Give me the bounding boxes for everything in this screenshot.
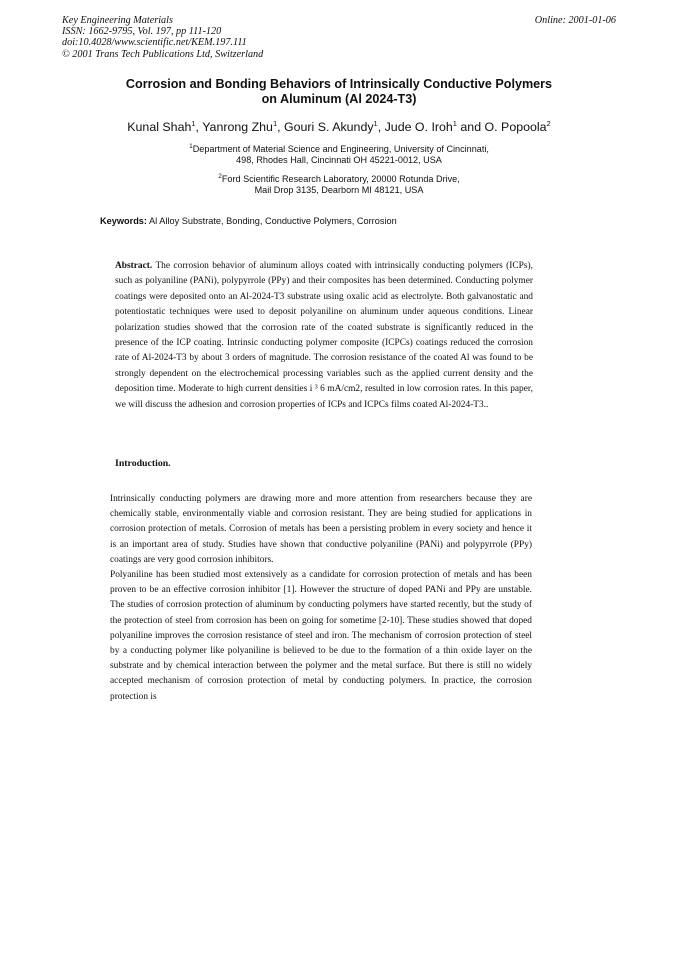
abstract-text: The corrosion behavior of aluminum alloys coated with intrinsically conducting polymers (ICPs), such as polyaniline (PANi), polypyrrole (PPy) and their composites has been determined. Conducting polymer coatings were deposited onto an Al-2024-T3 substrate using oxalic acid as electrolyte. Both galvanostatic and potentiostatic techniques were used to deposit polyaniline on aluminum under aqueous conditions. Linear polarization studies showed that the corrosion rate of the coated substrate is significantly reduced in the presence of the ICP coating. Intrinsic conducting polymer composite (ICPCs) coatings reduced the corrosion rate of Al-2024-T3 by about 3 orders of magnitude. The corrosion resistance of the coated Al was found to be strongly dependent on the electrochemical processing variables such as the applied current density and the deposition time. Moderate to high current densities i ³ 6 mA/cm2, resulted in low corrosion rates. In this paper, we will discuss the adhesion and corrosion properties of ICPs and ICPCs films coated Al-2024-T3.. [115, 261, 533, 410]
affiliation-line: Mail Drop 3135, Dearborn MI 48121, USA [254, 185, 424, 196]
title-line-2: on Aluminum (Al 2024-T3) [261, 92, 417, 106]
paragraph: Intrinsically conducting polymers are drawing more and more attention from researchers because they are chemically stable, environmentally viable and corrosion resistant. They are being studied for applications in corrosion protection of metals. Corrosion of metals has been a persisting problem in every society and hence it is an important area of study. Studies have shown that conductive polyaniline (PANi) and polypyrrole (PPy) coatings are very good corrosion inhibitors. [110, 494, 532, 565]
author: Yanrong Zhu$^1$, [202, 119, 284, 135]
keywords [100, 216, 397, 226]
introduction-body [110, 492, 532, 705]
running-header [62, 15, 263, 60]
affiliation-line: Ford Scientific Research Laboratory, 20000 Rotunda Drive, [221, 174, 460, 185]
copyright-line: © 2001 Trans Tech Publications Ltd, Switzerland [62, 48, 264, 60]
doi-line: doi:10.4028/www.scientific.net/KEM.197.111 [62, 37, 247, 49]
affiliation-number: 1 [189, 143, 193, 150]
affiliation-2 [60, 171, 618, 197]
affiliation-1 [60, 141, 618, 167]
affiliation-line: 498, Rhodes Hall, Cincinnati OH 45221-0012, USA [236, 155, 442, 166]
title-line-1: Corrosion and Bonding Behaviors of Intrinsically Conductive Polymers [125, 77, 553, 91]
issn-line: ISSN: 1662-9795, Vol. 197, pp 111-120 [62, 26, 222, 38]
author: Jude O. Iroh$^1$ and [384, 119, 485, 135]
section-heading: Introduction. [115, 458, 171, 469]
keywords-label: Keywords: [100, 216, 147, 226]
abstract [115, 259, 533, 413]
author: Gouri S. Akundy$^1$, [284, 119, 385, 135]
journal-name: Key Engineering Materials [62, 15, 173, 26]
online-date: Online: 2001-01-06 [534, 15, 616, 26]
paragraph: Polyaniline has been studied most extensively as a candidate for corrosion protection of metals and has been proven to be an effective corrosion inhibitor [1]. However the structure of doped PANi and PPy are unstable. The studies of corrosion protection of aluminum by conducting polymers have started recently, but the study of the protection of steel from corrosion has been on going for sometime [2-10]. These studies showed that doped polyaniline improves the corrosion resistance of steel and iron. The mechanism of corrosion protection of steel by a conducting polymer like polyaniline is believed to be due to the formation of a thin oxide layer on the substrate and by chemical interaction between the polymer and the metal surface. But there is still no widely accepted mechanism of corrosion protection of metal by conducting polymers. In practice, the corrosion protection is [110, 570, 532, 702]
affiliation-line: Department of Material Science and Engineering, University of Cincinnati, [192, 144, 489, 155]
author-list [40, 119, 638, 134]
affiliation-number: 2 [218, 173, 222, 180]
abstract-label: Abstract. [115, 261, 153, 271]
paper-title [60, 77, 618, 107]
author: O. Popoola$^2$ [484, 119, 551, 135]
author: Kunal Shah$^1$, [127, 119, 203, 135]
keywords-text: Al Alloy Substrate, Bonding, Conductive Polymers, Corrosion [149, 216, 397, 226]
